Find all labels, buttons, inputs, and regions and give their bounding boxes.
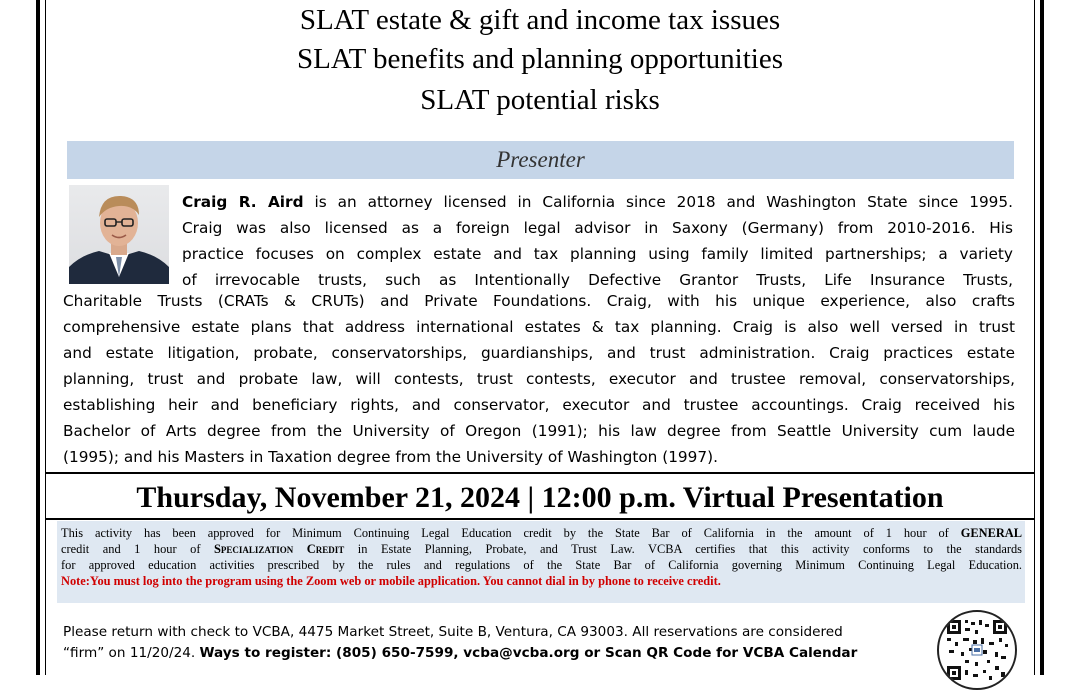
return-line-1: Please return with check to VCBA, 4475 Market Street, Suite B, Ventura, CA 93003. All reservations are considered (63, 624, 843, 640)
presenter-bio-bottom (63, 288, 1015, 470)
presenter-bio-top (182, 189, 1013, 293)
bio-text: is an attorney licensed in California since 2018 and Washington State since 1995. (303, 193, 1013, 211)
bio-line: and estate litigation, probate, conservatorships, guardianships, and trust administration. Craig practices estate (63, 344, 1015, 362)
mcle-text (61, 525, 1022, 589)
mcle-line (61, 525, 1022, 541)
presenter-heading: Presenter (496, 147, 585, 172)
presenter-heading-bar (67, 141, 1014, 179)
mcle-text-part: in Estate Planning, Probate, and Trust Law. VCBA certifies that this activity conforms to the standards (344, 542, 1022, 556)
topic-3: SLAT potential risks (420, 84, 660, 116)
bio-line: comprehensive estate plans that address international estates & tax planning. Craig is also well versed in trust (63, 318, 1015, 336)
mcle-line (61, 541, 1022, 557)
divider-bottom (46, 518, 1034, 520)
bio-line: Bachelor of Arts degree from the University of Oregon (1991); his law degree from Seattle University cum laude (63, 422, 1015, 440)
return-info (63, 622, 923, 664)
bio-line: of irrevocable trusts, such as Intentionally Defective Grantor Trusts, Life Insurance Trusts, (182, 271, 1013, 289)
mcle-note: Note:You must log into the program using the Zoom web or mobile application. You cannot dial in by phone to receive credit. (61, 574, 721, 588)
qr-code-icon[interactable] (937, 610, 1017, 690)
mcle-general: GENERAL (960, 526, 1022, 540)
bio-line: Craig was also licensed as a foreign legal advisor in Saxony (Germany) from 2010-2016. His (182, 219, 1013, 237)
presenter-name: Craig R. Aird (182, 193, 304, 211)
topic-2: SLAT benefits and planning opportunities (297, 43, 783, 75)
bio-line: Charitable Trusts (CRATs & CRUTs) and Private Foundations. Craig, with his unique experience, also crafts (63, 292, 1015, 310)
mcle-text-part: This activity has been approved for Minimum Continuing Legal Education credit by the State Bar of California in the amount of 1 hour of (61, 526, 961, 540)
return-firm-text: “firm” on 11/20/24. (63, 645, 200, 661)
bio-line: (1995); and his Masters in Taxation degree from the University of Washington (1997). (63, 448, 718, 466)
event-date-time: Thursday, November 21, 2024 | 12:00 p.m. Virtual Presentation (136, 481, 944, 514)
mcle-line: for approved education activities prescribed by the rules and regulations of the State Bar of California governing Minimum Continuing Legal Education. (61, 558, 1022, 572)
bio-line: practice focuses on complex estate and tax planning using family limited partnerships; a variety (182, 245, 1013, 263)
topic-1: SLAT estate & gift and income tax issues (299, 4, 781, 36)
mcle-specialization: Specialization Credit (214, 542, 345, 556)
bio-line: planning, trust and probate law, will contests, trust contests, executor and trustee removal, conservatorships, (63, 370, 1015, 388)
bio-line: establishing heir and beneficiary rights, and conservator, executor and trustee accountings. Craig received his (63, 396, 1015, 414)
mcle-text-part: credit and 1 hour of (61, 542, 215, 556)
return-line-2 (63, 643, 923, 664)
divider-top (46, 472, 1034, 474)
presenter-photo (69, 185, 169, 284)
bio-line (182, 189, 1013, 215)
registration-methods: Ways to register: (805) 650-7599, vcba@vcba.org or Scan QR Code for VCBA Calendar (199, 645, 858, 661)
